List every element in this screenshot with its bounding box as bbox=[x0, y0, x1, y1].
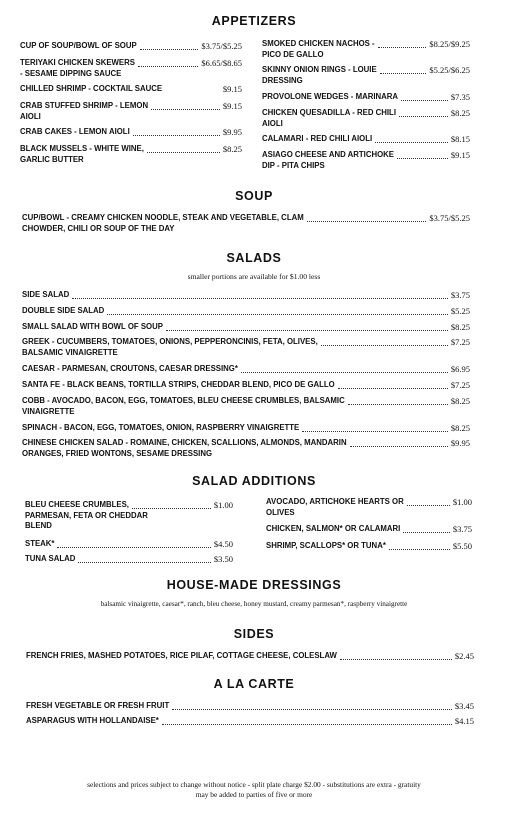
appetizer-item: CRAB STUFFED SHRIMP - LEMON $9.15 AIOLI bbox=[20, 101, 242, 121]
sides-heading: SIDES bbox=[233, 627, 275, 641]
appetizer-item: BLACK MUSSELS - WHITE WINE, $8.25 GARLIC BUTTER bbox=[20, 144, 242, 164]
salad-item: SIDE SALAD $3.75 bbox=[22, 290, 470, 300]
salad-addition-item: SHRIMP, SCALLOPS* OR TUNA* $5.50 bbox=[266, 541, 472, 551]
appetizer-item: TERIYAKI CHICKEN SKEWERS $6.65/$8.65 - SESAME DIPPING SAUCE bbox=[20, 58, 242, 78]
a-la-carte-item: ASPARAGUS WITH HOLLANDAISE* $4.15 bbox=[26, 716, 474, 726]
salads-heading: SALADS bbox=[226, 251, 282, 265]
salad-additions-heading: SALAD ADDITIONS bbox=[192, 474, 316, 488]
salad-addition-item: STEAK* $4.50 bbox=[25, 539, 233, 549]
salad-addition-item: CHICKEN, SALMON* OR CALAMARI $3.75 bbox=[266, 524, 472, 534]
salads-note: smaller portions are available for $1.00 less bbox=[187, 272, 321, 281]
a-la-carte-heading: A LA CARTE bbox=[213, 677, 295, 691]
salad-item: COBB - AVOCADO, BACON, EGG, TOMATOES, BLEU CHEESE CRUMBLES, BALSAMIC $8.25 VINAIGRETTE bbox=[22, 396, 470, 416]
appetizer-item: PROVOLONE WEDGES - MARINARA $7.35 bbox=[262, 92, 470, 102]
salad-item: CHINESE CHICKEN SALAD - ROMAINE, CHICKEN, SCALLIONS, ALMONDS, MANDARIN $9.95 ORANGES, FRIED WONTONS, SESAME DRESSING bbox=[22, 438, 470, 458]
appetizer-item: CALAMARI - RED CHILI AIOLI $8.15 bbox=[262, 134, 470, 144]
salad-item: SANTA FE - BLACK BEANS, TORTILLA STRIPS, CHEDDAR BLEND, PICO DE GALLO $7.25 bbox=[22, 380, 470, 390]
soup-heading: SOUP bbox=[235, 189, 273, 203]
salad-item: DOUBLE SIDE SALAD $5.25 bbox=[22, 306, 470, 316]
appetizer-item: ASIAGO CHEESE AND ARTICHOKE $9.15 DIP - PITA CHIPS bbox=[262, 150, 470, 170]
a-la-carte-item: FRESH VEGETABLE OR FRESH FRUIT $3.45 bbox=[26, 701, 474, 711]
appetizers-heading: APPETIZERS bbox=[211, 14, 297, 28]
appetizer-item: SKINNY ONION RINGS - LOUIE $5.25/$6.25 DRESSING bbox=[262, 65, 470, 85]
salad-addition-item: BLEU CHEESE CRUMBLES, $1.00 PARMESAN, FETA OR CHEDDAR BLEND bbox=[25, 500, 233, 530]
salad-item: CAESAR - PARMESAN, CROUTONS, CAESAR DRESSING* $6.95 bbox=[22, 364, 470, 374]
footer-note: selections and prices subject to change without notice - split plate charge $2.00 - substitutions are extra - gratuity may be added to parties of five or more bbox=[87, 780, 421, 799]
salad-item: SPINACH - BACON, EGG, TOMATOES, ONION, RASPBERRY VINAIGRETTE $8.25 bbox=[22, 423, 470, 433]
dressings-heading: HOUSE-MADE DRESSINGS bbox=[166, 578, 342, 592]
salad-item: SMALL SALAD WITH BOWL OF SOUP $8.25 bbox=[22, 322, 470, 332]
appetizer-item: CUP OF SOUP/BOWL OF SOUP $3.75/$5.25 bbox=[20, 41, 242, 51]
salad-item: GREEK - CUCUMBERS, TOMATOES, ONIONS, PEPPERONCINIS, FETA, OLIVES, $7.25 BALSAMIC VINAIGRETTE bbox=[22, 337, 470, 357]
soup-item: CUP/BOWL - CREAMY CHICKEN NOODLE, STEAK AND VEGETABLE, CLAM $3.75/$5.25 CHOWDER, CHILI OR SOUP OF THE DAY bbox=[22, 213, 470, 233]
salad-addition-item: TUNA SALAD $3.50 bbox=[25, 554, 233, 564]
salad-addition-item: AVOCADO, ARTICHOKE HEARTS OR $1.00 OLIVES bbox=[266, 497, 472, 517]
appetizer-item: CHICKEN QUESADILLA - RED CHILI $8.25 AIOLI bbox=[262, 108, 470, 128]
appetizer-item: CHILLED SHRIMP - COCKTAIL SAUCE $9.15 bbox=[20, 84, 242, 94]
side-item: FRENCH FRIES, MASHED POTATOES, RICE PILAF, COTTAGE CHEESE, COLESLAW $2.45 bbox=[26, 651, 474, 661]
appetizer-item: SMOKED CHICKEN NACHOS - $8.25/$9.25 PICO DE GALLO bbox=[262, 39, 470, 59]
dressings-list: balsamic vinaigrette, caesar*, ranch, bleu cheese, honey mustard, creamy parmesan*, raspberry vinaigrette bbox=[100, 600, 408, 608]
appetizer-item: CRAB CAKES - LEMON AIOLI $9.95 bbox=[20, 127, 242, 137]
